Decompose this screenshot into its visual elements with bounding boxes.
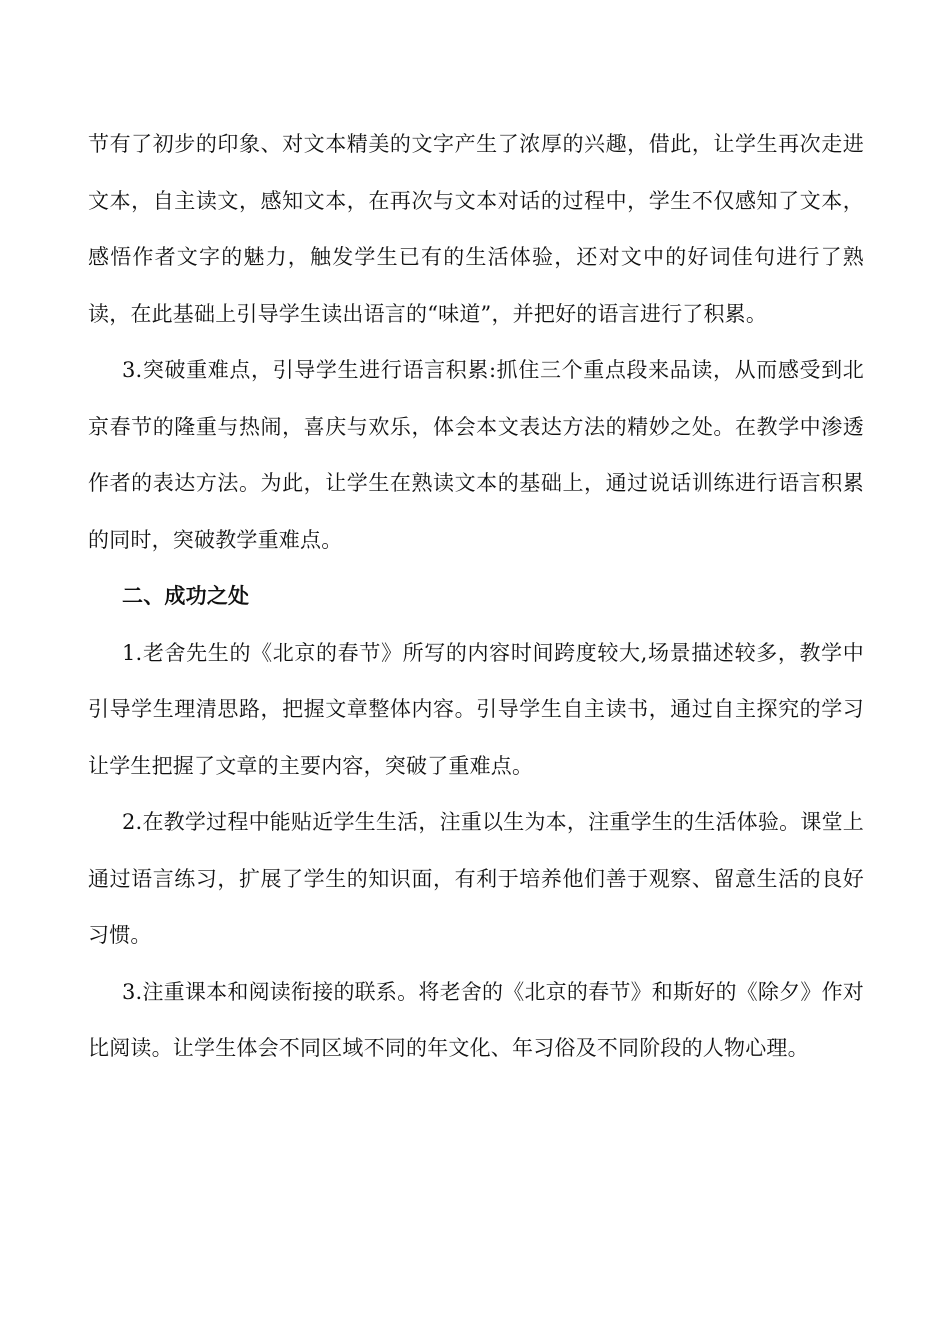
paragraph-success-2: 2.在教学过程中能贴近学生生活，注重以生为本，注重学生的生活体验。课堂上通过语言练习，扩展了学生的知识面，有利于培养他们善于观察、留意生活的良好习惯。 <box>88 810 864 947</box>
paragraph-continuation: 节有了初步的印象、对文本精美的文字产生了浓厚的兴趣，借此，让学生再次走进文本，自主读文，感知文本，在再次与文本对话的过程中，学生不仅感知了文本，感悟作者文字的魅力，触发学生已有的生活体验，还对文中的好词佳句进行了熟读，在此基础上引导学生读出语言的“味道”，并把好的语言进行了积累。 <box>88 132 864 326</box>
paragraph-success-1: 1.老舍先生的《北京的春节》所写的内容时间跨度较大,场景描述较多，教学中引导学生理清思路，把握文章整体内容。引导学生自主读书，通过自主探究的学习让学生把握了文章的主要内容，突破了重难点。 <box>88 640 864 778</box>
section-heading-successes: 二、成功之处 <box>122 584 250 608</box>
document-body <box>88 116 864 1077</box>
paragraph-success-3: 3.注重课本和阅读衔接的联系。将老舍的《北京的春节》和斯好的《除夕》作对比阅读。让学生体会不同区域不同的年文化、年习俗及不同阶段的人物心理。 <box>88 979 864 1060</box>
paragraph-point-3-key-difficulties: 3.突破重难点，引导学生进行语言积累:抓住三个重点段来品读，从而感受到北京春节的隆重与热闹，喜庆与欢乐，体会本文表达方法的精妙之处。在教学中渗透作者的表达方法。为此，让学生在熟读文本的基础上，通过说话训练进行语言积累的同时，突破教学重难点。 <box>88 358 864 552</box>
